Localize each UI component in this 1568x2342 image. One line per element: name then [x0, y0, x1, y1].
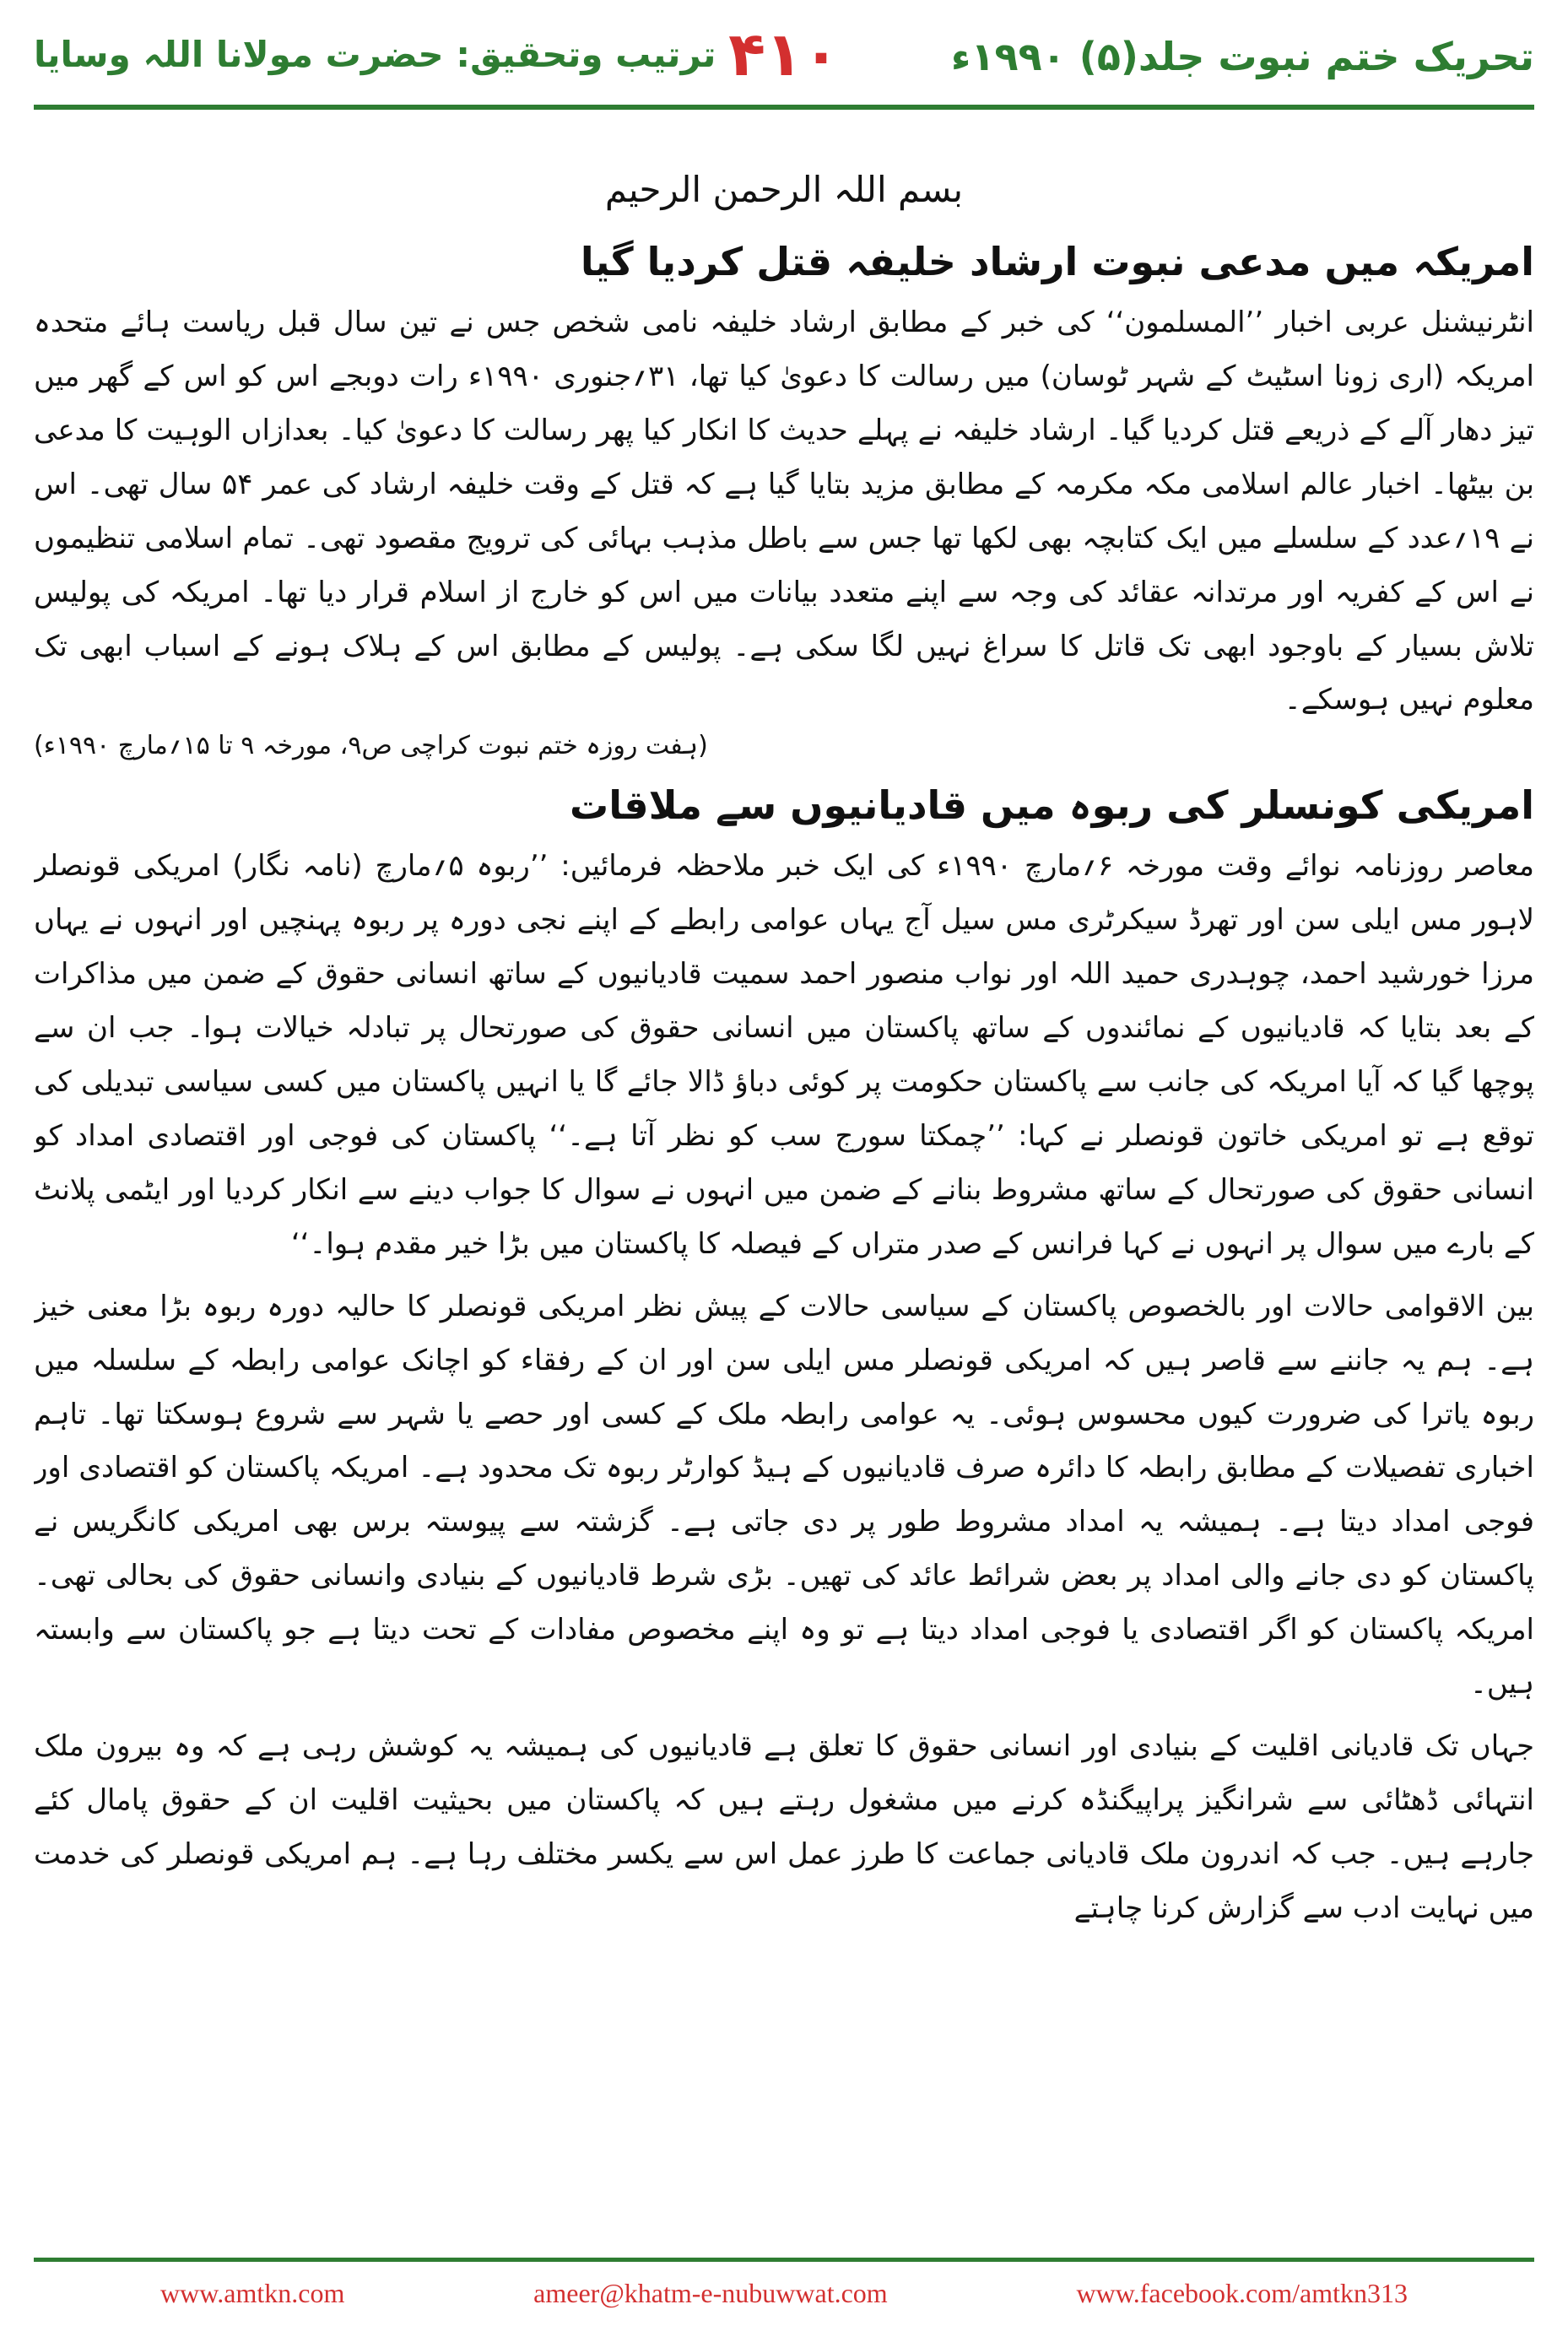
page-number: ۴۱۰ — [728, 19, 840, 89]
facebook-link[interactable]: www.facebook.com/amtkn313 — [1076, 2278, 1408, 2308]
section-1-paragraph: انٹرنیشنل عربی اخبار ’’المسلمون‘‘ کی خبر کے مطابق ارشاد خلیفہ نامی شخص جس نے تین سال قبل ریاست ہائے متحدہ امریکہ (اری زونا اسٹیٹ کے شہر ٹوسان) میں رسالت کا دعویٰ کیا تھا، ۳۱؍جنوری ۱۹۹۰ء رات دوبجے اس کو اس کے گھر میں تیز دھار آلے کے ذریعے قتل کردیا گیا۔ ارشاد خلیفہ نے پہلے حدیث کا انکار کیا پھر رسالت کا دعویٰ کیا۔ بعدازاں الوہیت کا مدعی بن بیٹھا۔ اخبار عالم اسلامی مکہ مکرمہ کے مطابق مزید بتایا گیا ہے کہ قتل کے وقت خلیفہ ارشاد کی عمر ۵۴ سال تھی۔ اس نے ۱۹؍عدد کے سلسلے میں ایک کتابچہ بھی لکھا تھا جس سے باطل مذہب بہائی کی ترویج مقصود تھی۔ تمام اسلامی تنظیموں نے اس کے کفریہ اور مرتدانہ عقائد کی وجہ سے اپنے متعدد بیانات میں اس کو خارج از اسلام قرار دیا تھا۔ امریکہ کی پولیس تلاش بسیار کے باوجود ابھی تک قاتل کا سراغ نہیں لگا سکی ہے۔ پولیس کے مطابق اس کے ہلاک ہونے کے اسباب ابھی تک معلوم نہیں ہوسکے۔ — [34, 306, 1534, 717]
email-link[interactable]: ameer@khatm-e-nubuwwat.com — [533, 2278, 888, 2308]
bismillah: بسم اللہ الرحمن الرحیم — [604, 169, 964, 210]
compiler-credit: ترتیب وتحقیق: حضرت مولانا اللہ وسایا — [34, 34, 716, 75]
page-footer — [34, 2258, 1534, 2325]
section-2-paragraph-3: جہاں تک قادیانی اقلیت کے بنیادی اور انسانی حقوق کا تعلق ہے قادیانیوں کی ہمیشہ یہ کوشش رہی ہے کہ وہ بیرون ملک انتہائی ڈھٹائی سے شرانگیز پراپیگنڈہ کرنے میں مشغول رہتے ہیں کہ پاکستان میں بحیثیت اقلیت ان کے حقوق پامال کئے جارہے ہیں۔ جب کہ اندرون ملک قادیانی جماعت کا طرز عمل اس سے یکسر مختلف رہا ہے۔ ہم امریکی قونصلر کی خدمت میں نہایت ادب سے گزارش کرنا چاہتے — [34, 1728, 1534, 1925]
page-header — [34, 17, 1534, 110]
header-divider — [34, 105, 1534, 110]
section-title-2: امریکی کونسلر کی ربوہ میں قادیانیوں سے ملاقات — [570, 782, 1534, 829]
footer-divider — [34, 2258, 1534, 2262]
section-2-paragraph-2: بین الاقوامی حالات اور بالخصوص پاکستان کے سیاسی حالات کے پیش نظر امریکی قونصلر کا حالیہ دورہ ربوہ بڑا معنی خیز ہے۔ ہم یہ جاننے سے قاصر ہیں کہ امریکی قونصلر مس ایلی سن اور ان کے رفقاء کو اچانک عوامی رابطہ کے سلسلہ میں ربوہ یاترا کی ضرورت کیوں محسوس ہوئی۔ یہ عوامی رابطہ ملک کے کسی اور حصے یا شہر سے شروع ہوسکتا تھا۔ تاہم اخباری تفصیلات کے مطابق رابطہ کا دائرہ صرف قادیانیوں کے ہیڈ کوارٹر ربوہ تک محدود ہے۔ امریکہ پاکستان کو اقتصادی اور فوجی امداد دیتا ہے۔ ہمیشہ یہ امداد مشروط طور پر دی جاتی ہے۔ گزشتہ سے پیوستہ برس بھی امریکی کانگریس نے پاکستان کو دی جانے والی امداد پر بعض شرائط عائد کی تھیں۔ بڑی شرط قادیانیوں کے بنیادی وانسانی حقوق کی بحالی تھی۔ امریکہ پاکستان کو اگر اقتصادی یا فوجی امداد دیتا ہے تو وہ اپنے مخصوص مفادات کے تحت دیتا ہے جو پاکستان سے وابستہ ہیں۔ — [34, 1289, 1534, 1701]
website-link[interactable]: www.amtkn.com — [160, 2278, 345, 2308]
source-citation: (ہفت روزہ ختم نبوت کراچی ص۹، مورخہ ۹ تا ۱۵؍مارچ ۱۹۹۰ء) — [34, 731, 708, 761]
section-title-1: امریکہ میں مدعی نبوت ارشاد خلیفہ قتل کردیا گیا — [580, 239, 1534, 284]
page-body — [34, 169, 1534, 2237]
book-title: تحریک ختم نبوت جلد(۵) ۱۹۹۰ء — [950, 34, 1534, 79]
footer-links — [34, 2278, 1534, 2309]
section-2-paragraph-1: معاصر روزنامہ نوائے وقت مورخہ ۶؍مارچ ۱۹۹۰ء کی ایک خبر ملاحظہ فرمائیں: ’’ربوہ ۵؍مارچ (نامہ نگار) امریکی قونصلر لاہور مس ایلی سن اور تھرڈ سیکرٹری مس سیل آج یہاں عوامی رابطے کے اپنے نجی دورہ پر ربوہ پہنچیں اور انہوں نے یہاں مرزا خورشید احمد، چوہدری حمید اللہ اور نواب منصور احمد سمیت قادیانیوں کے ساتھ انسانی حقوق کے ضمن میں مذاکرات کے بعد بتایا کہ قادیانیوں کے نمائندوں کے ساتھ پاکستان میں انسانی حقوق کی صورتحال پر تبادلہ خیالات ہوا۔ جب ان سے پوچھا گیا کہ آیا امریکہ کی جانب سے پاکستان حکومت پر کوئی دباؤ ڈالا جائے گا یا انہیں پاکستان میں کسی سیاسی تبدیلی کی توقع ہے تو امریکی خاتون قونصلر نے کہا: ’’چمکتا سورج سب کو نظر آتا ہے۔‘‘ پاکستان کی فوجی اور اقتصادی امداد کو انسانی حقوق کی صورتحال کے ساتھ مشروط بنانے کے ضمن میں انہوں نے سوال کا جواب دینے سے انکار کردیا اور ایٹمی پلانٹ کے بارے میں سوال پر انہوں نے کہا فرانس کے صدر متراں کے فیصلہ کا پاکستان میں بڑا خیر مقدم ہوا۔‘‘ — [34, 849, 1534, 1261]
